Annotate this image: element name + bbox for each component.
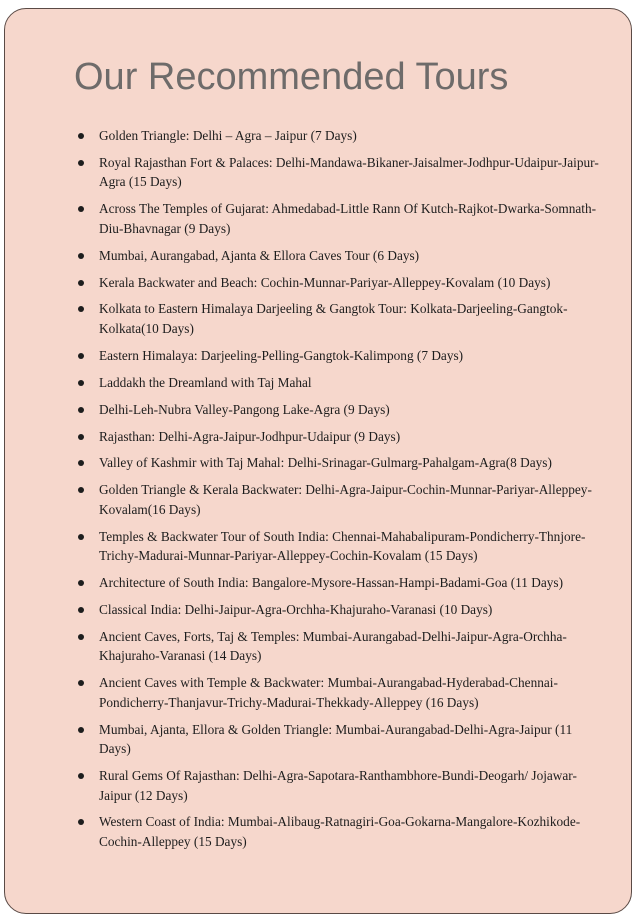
- list-item: [99, 480, 607, 519]
- tour-text: Laddakh the Dreamland with Taj Mahal: [99, 374, 312, 390]
- bullet-icon: [78, 580, 84, 586]
- bullet-icon: [78, 634, 84, 640]
- list-item: [99, 153, 607, 192]
- tour-text: Mumbai, Aurangabad, Ajanta & Ellora Caves Tour (6 Days): [99, 247, 420, 263]
- list-item: [99, 273, 607, 293]
- list-item: [99, 600, 607, 620]
- bullet-icon: [78, 133, 84, 139]
- tour-text: Golden Triangle: Delhi – Agra – Jaipur (7 Days): [99, 128, 357, 143]
- list-item: [99, 400, 607, 420]
- tour-text: Across The Temples of Gujarat: Ahmedabad-Little Rann Of Kutch-Rajkot-Dwarka-Somnath-Diu-Bhavnagar (9 Days): [99, 201, 597, 236]
- list-item: [99, 766, 607, 805]
- list-item: [99, 126, 607, 146]
- bullet-icon: [78, 727, 84, 733]
- bullet-icon: [78, 306, 84, 312]
- bullet-icon: [78, 206, 84, 212]
- list-item: [99, 812, 607, 851]
- tour-text: Architecture of South India: Bangalore-Mysore-Hassan-Hampi-Badami-Goa (11 Days): [99, 575, 564, 591]
- bullet-icon: [78, 487, 84, 493]
- tour-text: Mumbai, Ajanta, Ellora & Golden Triangle: Mumbai-Aurangabad-Delhi-Agra-Jaipur (11 Days): [99, 721, 573, 757]
- bullet-icon: [78, 160, 84, 166]
- bullet-icon: [78, 680, 84, 686]
- tour-text: Golden Triangle & Kerala Backwater: Delhi-Agra-Jaipur-Cochin-Munnar-Pariyar-Alleppey-Kovalam(16 Days): [99, 482, 592, 517]
- list-item: [99, 299, 607, 338]
- tour-text: Kolkata to Eastern Himalaya Darjeeling & Gangtok Tour: Kolkata-Darjeeling-Gangtok-Kolkata(10 Days): [99, 301, 568, 336]
- bullet-icon: [78, 434, 84, 440]
- bullet-icon: [78, 407, 84, 413]
- bullet-icon: [78, 353, 84, 359]
- list-item: [99, 627, 607, 666]
- tour-text: Rural Gems Of Rajasthan: Delhi-Agra-Sapotara-Ranthambhore-Bundi-Deogarh/ Jojawar-Jaipur (12 Days): [99, 768, 577, 803]
- page-title: Our Recommended Tours: [74, 56, 509, 98]
- tour-text: Ancient Caves with Temple & Backwater: Mumbai-Aurangabad-Hyderabad-Chennai-Pondicherry-Thanjavur-Trichy-Madurai-Thekkady-Alleppey (16 Days): [99, 675, 558, 710]
- bullet-icon: [78, 280, 84, 286]
- tour-text: Eastern Himalaya: Darjeeling-Pelling-Gangtok-Kalimpong (7 Days): [99, 347, 464, 363]
- bullet-icon: [78, 460, 84, 466]
- list-item: [99, 246, 607, 266]
- slide-panel: [4, 8, 632, 914]
- list-item: [99, 453, 607, 473]
- bullet-icon: [78, 534, 84, 540]
- tour-text: Classical India: Delhi-Jaipur-Agra-Orchha-Khajuraho-Varanasi (10 Days): [99, 601, 493, 617]
- tour-text: Western Coast of India: Mumbai-Alibaug-Ratnagiri-Goa-Gokarna-Mangalore-Kozhikode-Cochin-Alleppey (15 Days): [99, 814, 581, 849]
- list-item: [99, 573, 607, 593]
- list-item: [99, 720, 607, 759]
- list-item: [99, 346, 607, 366]
- bullet-icon: [78, 607, 84, 613]
- list-item: [99, 427, 607, 447]
- tour-text: Royal Rajasthan Fort & Palaces: Delhi-Mandawa-Bikaner-Jaisalmer-Jodhpur-Udaipur-Jaipur-Agra (15 Days): [99, 154, 599, 190]
- list-item: [99, 373, 607, 393]
- tour-text: Valley of Kashmir with Taj Mahal: Delhi-Srinagar-Gulmarg-Pahalgam-Agra(8 Days): [99, 455, 552, 471]
- tour-text: Ancient Caves, Forts, Taj & Temples: Mumbai-Aurangabad-Delhi-Jaipur-Agra-Orchha-Khajuraho-Varanasi (14 Days): [99, 628, 567, 664]
- list-item: [99, 527, 607, 566]
- tour-text: Delhi-Leh-Nubra Valley-Pangong Lake-Agra (9 Days): [99, 401, 390, 417]
- bullet-icon: [78, 380, 84, 386]
- list-item: [99, 199, 607, 238]
- bullet-icon: [78, 773, 84, 779]
- bullet-icon: [78, 819, 84, 825]
- tour-text: Rajasthan: Delhi-Agra-Jaipur-Jodhpur-Udaipur (9 Days): [99, 428, 401, 444]
- tour-list: [99, 126, 607, 859]
- tour-text: Kerala Backwater and Beach: Cochin-Munnar-Pariyar-Alleppey-Kovalam (10 Days): [99, 274, 551, 290]
- tour-text: Temples & Backwater Tour of South India: Chennai-Mahabalipuram-Pondicherry-Thnjore-Trichy-Madurai-Munnar-Pariyar-Alleppey-Cochin-Kovalam (15 Days): [99, 528, 586, 564]
- bullet-icon: [78, 253, 84, 259]
- list-item: [99, 673, 607, 712]
